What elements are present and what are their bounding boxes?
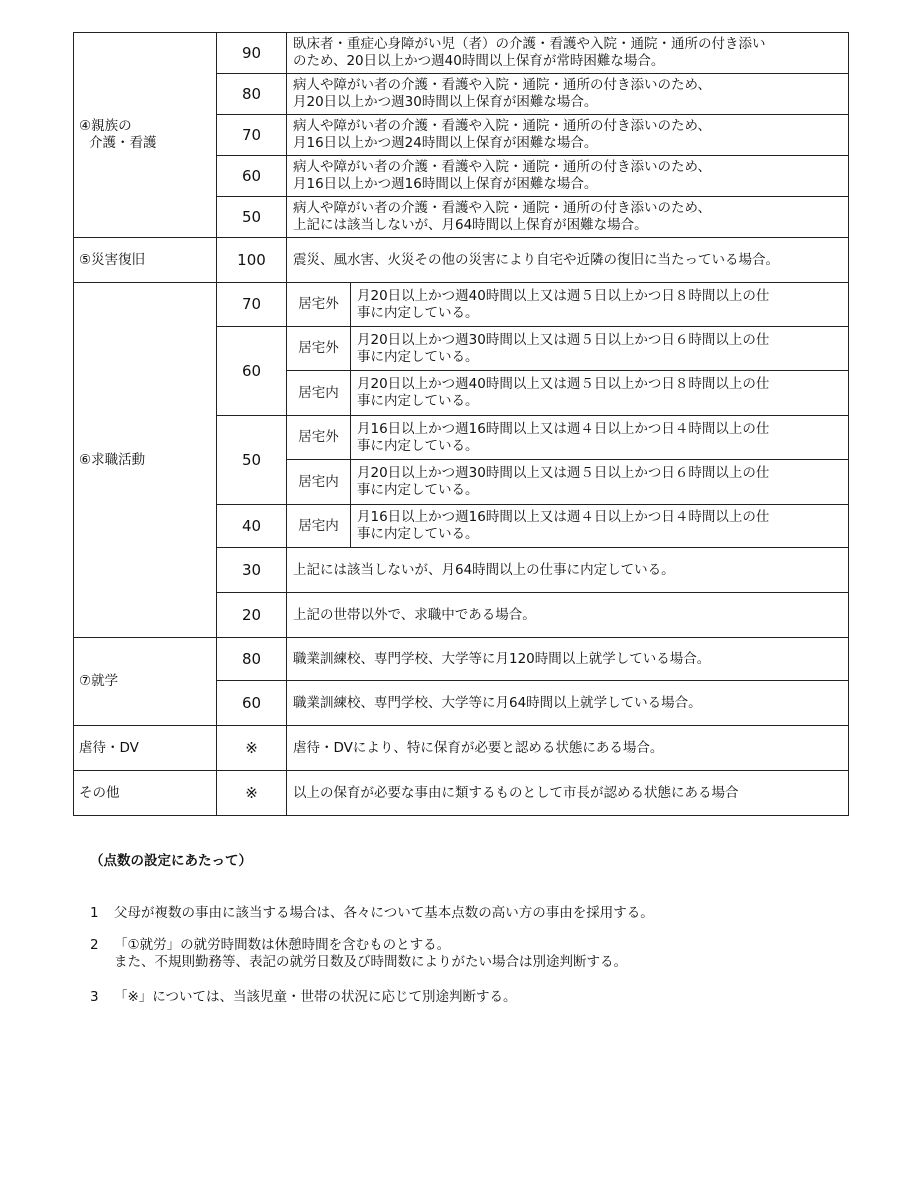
points-cell: 40 — [217, 505, 287, 548]
points-cell: 100 — [217, 238, 287, 283]
description-cell — [287, 593, 849, 638]
points-cell: 20 — [217, 593, 287, 638]
category-cell — [74, 726, 217, 771]
description-line: 月16日以上かつ週24時間以上保育が困難な場合。 — [293, 135, 598, 151]
location-cell: 居宅外 — [287, 327, 351, 371]
note-line: 「※」については、当該児童・世帯の状況に応じて別途判断する。 — [114, 989, 517, 1005]
category-label: ⑥求職活動 — [79, 451, 146, 468]
table-row — [74, 771, 849, 816]
description-line: 月16日以上かつ週16時間以上又は週４日以上かつ日４時間以上の仕 — [357, 420, 770, 437]
description-cell — [351, 505, 849, 548]
points-cell: 50 — [217, 197, 287, 238]
description-line: 上記には該当しないが、月64時間以上保育が困難な場合。 — [293, 217, 648, 233]
description-line: 事に内定している。 — [357, 482, 479, 498]
category-label: ④親族の — [79, 118, 132, 134]
description-line: 病人や障がい者の介護・看護や入院・通院・通所の付き添いのため、 — [293, 77, 711, 93]
points-cell: 50 — [217, 416, 287, 505]
description-cell — [287, 681, 849, 726]
description-cell — [287, 74, 849, 115]
description-cell — [287, 726, 849, 771]
description-cell — [287, 548, 849, 593]
table-row — [74, 283, 849, 327]
description-line: 職業訓練校、専門学校、大学等に月64時間以上就学している場合。 — [293, 694, 702, 711]
description-cell — [351, 460, 849, 505]
points-cell: 60 — [217, 681, 287, 726]
criteria-table — [73, 32, 849, 816]
description-line: 事に内定している。 — [357, 437, 479, 454]
description-line: 病人や障がい者の介護・看護や入院・通院・通所の付き添いのため、 — [293, 200, 711, 216]
description-line: 月16日以上かつ週16時間以上保育が困難な場合。 — [293, 176, 598, 192]
location-cell: 居宅外 — [287, 416, 351, 460]
note-line: 「①就労」の就労時間数は休憩時間を含むものとする。 — [114, 937, 451, 953]
description-cell — [351, 327, 849, 371]
category-cell — [74, 283, 217, 638]
note-number: 3 — [90, 989, 99, 1005]
description-line: 事に内定している。 — [357, 348, 479, 365]
description-line: 虐待・DVにより、特に保育が必要と認める状態にある場合。 — [293, 739, 664, 756]
notes-title: （点数の設定にあたって） — [90, 853, 252, 869]
points-cell: 90 — [217, 33, 287, 74]
note-text — [114, 937, 627, 971]
points-cell: 80 — [217, 74, 287, 115]
points-cell: 80 — [217, 638, 287, 681]
note-number: 2 — [90, 937, 99, 953]
description-cell — [351, 283, 849, 327]
description-cell — [351, 371, 849, 416]
description-line: 病人や障がい者の介護・看護や入院・通院・通所の付き添いのため、 — [293, 159, 711, 175]
category-label: 介護・看護 — [89, 135, 157, 151]
table-row — [74, 238, 849, 283]
category-label: ⑦就学 — [79, 673, 119, 689]
description-line: 震災、風水害、火災その他の災害により自宅や近隣の復旧に当たっている場合。 — [293, 251, 779, 268]
table-row — [74, 33, 849, 74]
description-line: 月20日以上かつ週40時間以上又は週５日以上かつ日８時間以上の仕 — [357, 376, 770, 392]
description-line: 上記には該当しないが、月64時間以上の仕事に内定している。 — [293, 561, 675, 578]
description-cell — [287, 115, 849, 156]
description-line: 月20日以上かつ週40時間以上又は週５日以上かつ日８時間以上の仕 — [357, 287, 770, 304]
category-label: その他 — [79, 784, 120, 801]
description-line: 月16日以上かつ週16時間以上又は週４日以上かつ日４時間以上の仕 — [357, 509, 770, 525]
category-label: 虐待・DV — [79, 739, 139, 756]
description-line: 職業訓練校、専門学校、大学等に月120時間以上就学している場合。 — [293, 650, 711, 667]
description-cell — [287, 33, 849, 74]
note-number: 1 — [90, 905, 99, 921]
location-cell: 居宅内 — [287, 371, 351, 416]
points-cell: 70 — [217, 283, 287, 327]
category-cell — [74, 638, 217, 726]
points-cell: 70 — [217, 115, 287, 156]
table-row — [74, 638, 849, 681]
table-row — [74, 726, 849, 771]
points-cell: 60 — [217, 156, 287, 197]
description-line: 事に内定している。 — [357, 304, 479, 321]
description-cell — [351, 416, 849, 460]
description-cell — [287, 638, 849, 681]
description-cell — [287, 156, 849, 197]
description-cell — [287, 197, 849, 238]
location-cell: 居宅外 — [287, 283, 351, 327]
category-label: ⑤災害復旧 — [79, 251, 146, 268]
note-line: また、不規則勤務等、表記の就労日数及び時間数によりがたい場合は別途判断する。 — [114, 954, 627, 970]
category-cell — [74, 771, 217, 816]
description-line: 事に内定している。 — [357, 526, 479, 542]
description-line: 月20日以上かつ週30時間以上又は週５日以上かつ日６時間以上の仕 — [357, 465, 770, 481]
category-cell — [74, 33, 217, 238]
description-cell — [287, 771, 849, 816]
points-cell: ※ — [217, 726, 287, 771]
description-line: 月20日以上かつ週30時間以上又は週５日以上かつ日６時間以上の仕 — [357, 331, 770, 348]
description-cell — [287, 238, 849, 283]
description-line: 事に内定している。 — [357, 393, 479, 409]
description-line: 以上の保育が必要な事由に類するものとして市長が認める状態にある場合 — [293, 784, 739, 801]
description-line: 病人や障がい者の介護・看護や入院・通院・通所の付き添いのため、 — [293, 118, 711, 134]
note-text — [114, 905, 654, 922]
description-line: 月20日以上かつ週30時間以上保育が困難な場合。 — [293, 94, 598, 110]
location-cell: 居宅内 — [287, 460, 351, 505]
note-text — [114, 989, 517, 1006]
points-cell: 60 — [217, 327, 287, 416]
note-line: 父母が複数の事由に該当する場合は、各々について基本点数の高い方の事由を採用する。 — [114, 905, 654, 921]
category-cell — [74, 238, 217, 283]
points-cell: 30 — [217, 548, 287, 593]
description-line: のため、20日以上かつ週40時間以上保育が常時困難な場合。 — [293, 53, 665, 69]
description-line: 臥床者・重症心身障がい児（者）の介護・看護や入院・通院・通所の付き添い — [293, 36, 766, 52]
description-line: 上記の世帯以外で、求職中である場合。 — [293, 606, 536, 623]
location-cell: 居宅内 — [287, 505, 351, 548]
points-cell: ※ — [217, 771, 287, 816]
